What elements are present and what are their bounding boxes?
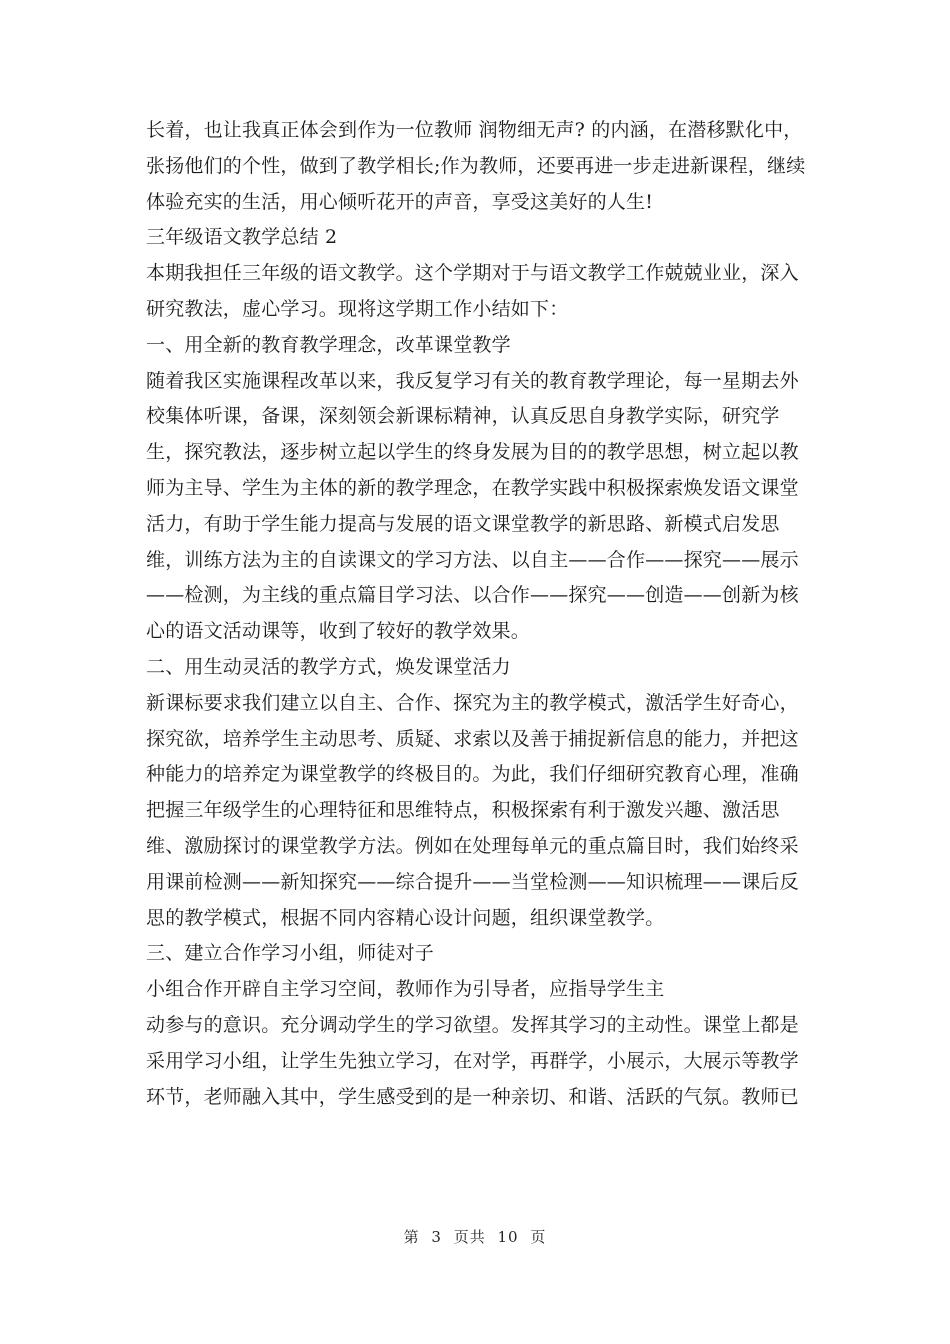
text-line: 思的教学模式，根据不同内容精心设计问题，组织课堂教学。 [146, 906, 665, 929]
text-line: 用课前检测——新知探究——综合提升——当堂检测——知识梳理——课后反 [146, 870, 799, 893]
text-line: 师为主导、学生为主体的新的教学理念，在教学实践中积极探索焕发语文课堂 [146, 476, 799, 499]
text-line: 本期我担任三年级的语文教学。这个学期对于与语文教学工作兢兢业业，深入 [146, 262, 799, 285]
text-line: 研究教法，虚心学习。现将这学期工作小结如下： [146, 297, 569, 320]
text-line: 活力，有助于学生能力提高与发展的语文课堂教学的新思路、新模式启发思 [146, 512, 780, 535]
text-line: 把握三年级学生的心理特征和思维特点，积极探索有利于激发兴趣、激活思 [146, 799, 780, 822]
text-line: 探究欲，培养学生主动思考、质疑、求索以及善于捕捉新信息的能力，并把这 [146, 727, 799, 750]
text-line: 随着我区实施课程改革以来，我反复学习有关的教育教学理论，每一星期去外 [146, 369, 799, 392]
text-line: ——检测，为主线的重点篇目学习法、以合作——探究——创造——创新为核 [146, 584, 799, 607]
text-line: 采用学习小组，让学生先独立学习，在对学，再群学，小展示，大展示等教学 [146, 1049, 799, 1072]
text-line: 张扬他们的个性，做到了教学相长;作为教师，还要再进一步走进新课程，继续 [146, 154, 806, 177]
text-line: 生，探究教法，逐步树立起以学生的终身发展为目的的教学思想，树立起以教 [146, 441, 799, 464]
section-heading: 三、建立合作学习小组，师徒对子 [146, 942, 435, 965]
page-footer: 第 3 页共 10 页 [403, 1228, 547, 1246]
text-line: 体验充实的生活，用心倾听花开的声音，享受这美好的人生! [146, 190, 654, 213]
section-heading: 二、用生动灵活的教学方式，焕发课堂活力 [146, 655, 511, 678]
text-line: 动参与的意识。充分调动学生的学习欲望。发挥其学习的主动性。课堂上都是 [146, 1013, 799, 1036]
text-line: 维，训练方法为主的自读课文的学习方法、以自主——合作——探究——展示 [146, 548, 799, 571]
section-title: 三年级语文教学总结 2 [146, 226, 338, 249]
text-line: 新课标要求我们建立以自主、合作、探究为主的教学模式，激活学生好奇心， [146, 691, 799, 714]
text-line: 校集体听课，备课，深刻领会新课标精神，认真反思自身教学实际，研究学 [146, 405, 780, 428]
document-body [146, 113, 806, 1115]
text-line: 长着，也让我真正体会到作为一位教师 润物细无声? 的内涵，在潜移默化中， [146, 119, 803, 141]
text-line: 心的语文活动课等，收到了较好的教学效果。 [146, 620, 531, 643]
section-heading: 一、用全新的教育教学理念，改革课堂教学 [146, 333, 511, 356]
text-line: 种能力的培养定为课堂教学的终极目的。为此，我们仔细研究教育心理，准确 [146, 763, 799, 786]
text-line: 维、激励探讨的课堂教学方法。例如在处理每单元的重点篇目时，我们始终采 [146, 834, 799, 857]
text-line: 小组合作开辟自主学习空间，教师作为引导者，应指导学生主 [146, 978, 665, 1001]
text-line: 环节，老师融入其中，学生感受到的是一种亲切、和谐、活跃的气氛。教师已 [146, 1085, 799, 1108]
